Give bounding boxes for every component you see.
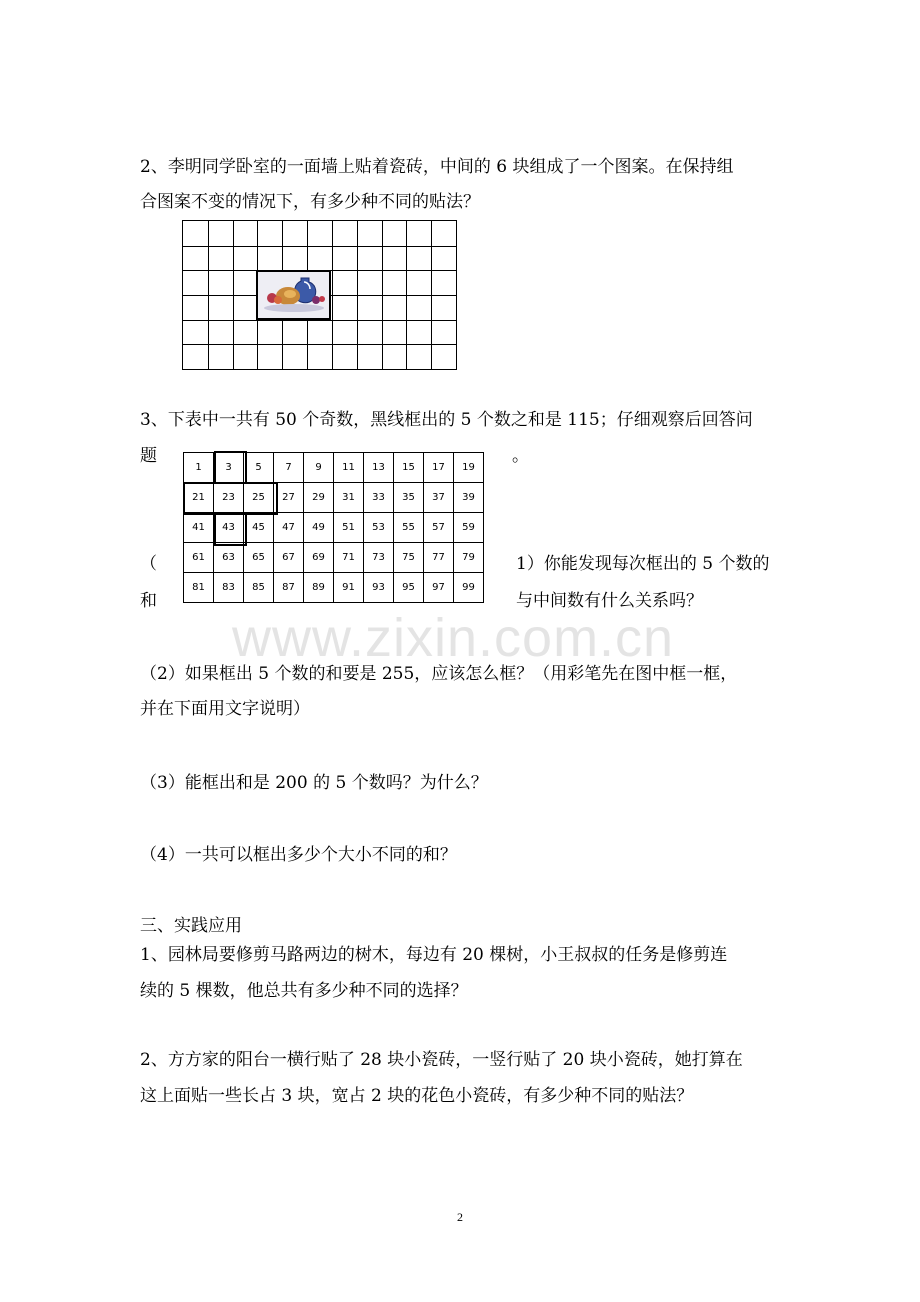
tile-pattern-image [256, 270, 331, 320]
section3-title: 三、实践应用 [140, 916, 242, 936]
table-row [184, 543, 484, 573]
s3-q2-line2: 这上面贴一些长占 3 块，宽占 2 块的花色小瓷砖，有多少种不同的贴法？ [140, 1086, 694, 1106]
table-cell: 13 [364, 453, 394, 483]
table-cell: 61 [184, 543, 214, 573]
table-cell: 45 [244, 513, 274, 543]
table-cell: 91 [334, 573, 364, 603]
table-cell: 85 [244, 573, 274, 603]
s3-q1-line2: 续的 5 棵数，他总共有多少种不同的选择？ [140, 981, 468, 1001]
table-cell: 35 [394, 483, 424, 513]
table-cell: 99 [454, 573, 484, 603]
table-cell: 41 [184, 513, 214, 543]
table-cell: 3 [214, 453, 244, 483]
cross-frame-top [214, 451, 247, 484]
table-cell: 77 [424, 543, 454, 573]
table-cell: 81 [184, 573, 214, 603]
table-cell: 97 [424, 573, 454, 603]
table-cell: 89 [304, 573, 334, 603]
q2-line2: 合图案不变的情况下，有多少种不同的贴法？ [140, 192, 480, 212]
table-cell: 43 [214, 513, 244, 543]
table-cell: 31 [334, 483, 364, 513]
table-cell: 51 [334, 513, 364, 543]
table-cell: 37 [424, 483, 454, 513]
table-cell: 9 [304, 453, 334, 483]
table-cell: 25 [244, 483, 274, 513]
q3-ti: 题 [140, 446, 157, 466]
table-cell: 59 [454, 513, 484, 543]
table-cell: 17 [424, 453, 454, 483]
table-cell: 63 [214, 543, 244, 573]
table-cell: 1 [184, 453, 214, 483]
watermark: www.zixin.com.cn [232, 608, 675, 668]
table-cell: 65 [244, 543, 274, 573]
q3-paren: （ [140, 554, 157, 574]
table-cell: 39 [454, 483, 484, 513]
table-cell: 55 [394, 513, 424, 543]
cross-frame-bottom [214, 513, 247, 546]
table-cell: 19 [454, 453, 484, 483]
cross-frame-middle [183, 482, 278, 515]
table-cell: 11 [334, 453, 364, 483]
table-cell: 21 [184, 483, 214, 513]
table-cell: 29 [304, 483, 334, 513]
table-cell: 73 [364, 543, 394, 573]
table-cell: 33 [364, 483, 394, 513]
table-cell: 47 [274, 513, 304, 543]
table-cell: 57 [424, 513, 454, 543]
table-cell: 87 [274, 573, 304, 603]
q2-line1: 2、李明同学卧室的一面墙上贴着瓷砖，中间的 6 块组成了一个图案。在保持组 [140, 157, 734, 177]
table-cell: 79 [454, 543, 484, 573]
table-cell: 15 [394, 453, 424, 483]
grid-line [183, 246, 456, 247]
table-cell: 95 [394, 573, 424, 603]
table-cell: 93 [364, 573, 394, 603]
table-cell: 67 [274, 543, 304, 573]
table-cell: 23 [214, 483, 244, 513]
table-cell: 5 [244, 453, 274, 483]
table-cell: 53 [364, 513, 394, 543]
q3-line1: 3、下表中一共有 50 个奇数，黑线框出的 5 个数之和是 115；仔细观察后回答问 [140, 410, 753, 430]
table-cell: 69 [304, 543, 334, 573]
q3-sub1-line1: 1）你能发现每次框出的 5 个数的 [516, 554, 770, 574]
table-row [184, 573, 484, 603]
table-cell: 7 [274, 453, 304, 483]
s3-q2-line1: 2、方方家的阳台一横行贴了 28 块小瓷砖，一竖行贴了 20 块小瓷砖，她打算在 [140, 1050, 743, 1070]
s3-q1-line1: 1、园林局要修剪马路两边的树木，每边有 20 棵树，小王叔叔的任务是修剪连 [140, 945, 728, 965]
q3-sub2-line2: 并在下面用文字说明） [140, 699, 310, 719]
table-cell: 27 [274, 483, 304, 513]
table-cell: 71 [334, 543, 364, 573]
grid-line [183, 344, 456, 345]
table-cell: 49 [304, 513, 334, 543]
q3-sub1-line2: 与中间数有什么关系吗？ [516, 591, 703, 611]
fruit-still-life-icon [258, 272, 329, 318]
page-number: 2 [457, 1210, 463, 1224]
q3-sub3: （3）能框出和是 200 的 5 个数吗？为什么？ [140, 773, 488, 793]
q3-he: 和 [140, 591, 157, 611]
table-cell: 83 [214, 573, 244, 603]
q3-sub2-line1: （2）如果框出 5 个数的和要是 255，应该怎么框？（用彩笔先在图中框一框， [140, 664, 738, 684]
table-cell: 75 [394, 543, 424, 573]
q3-sub4: （4）一共可以框出多少个大小不同的和？ [140, 845, 457, 865]
q3-period: 。 [512, 446, 529, 466]
